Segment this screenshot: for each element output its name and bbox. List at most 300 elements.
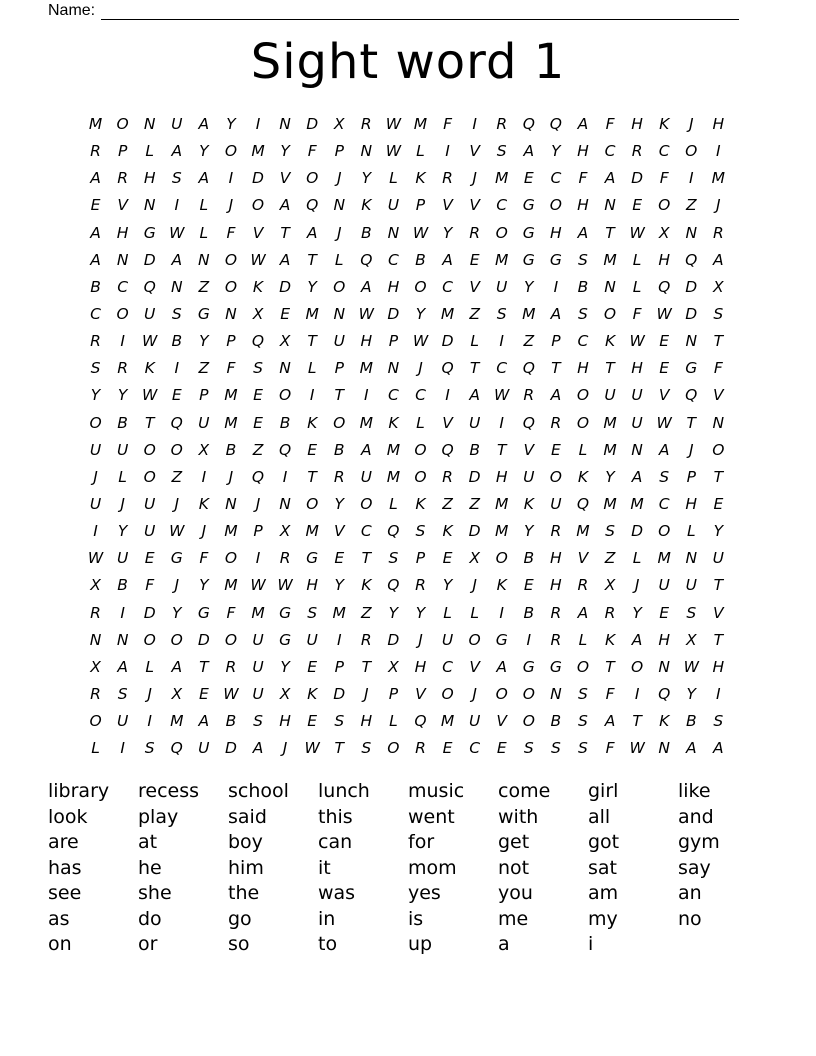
grid-letter: R: [442, 169, 453, 188]
grid-letter: L: [632, 277, 642, 296]
grid-letter: R: [550, 603, 562, 622]
grid-letter: Y: [199, 142, 209, 161]
grid-letter: K: [361, 196, 372, 215]
word-bank-item: play: [138, 805, 179, 828]
name-label: Name:: [48, 2, 96, 19]
grid-letter: G: [522, 196, 535, 215]
grid-letter: K: [415, 495, 426, 514]
grid-letter: I: [93, 522, 98, 541]
grid-letter: N: [198, 250, 210, 269]
grid-letter: H: [495, 467, 508, 486]
grid-letter: V: [415, 685, 426, 704]
grid-letter: O: [89, 413, 102, 432]
grid-letter: U: [631, 413, 643, 432]
grid-letter: V: [333, 522, 345, 541]
grid-letter: C: [550, 169, 562, 188]
word-bank-row: [48, 856, 768, 882]
grid-letter: D: [279, 277, 292, 296]
grid-letter: R: [442, 467, 453, 486]
grid-letter: C: [360, 522, 372, 541]
grid-letter: C: [469, 739, 481, 758]
grid-letter: O: [278, 386, 292, 405]
grid-letter: B: [171, 332, 183, 351]
grid-letter: T: [469, 359, 480, 378]
grid-row: [82, 491, 732, 518]
grid-letter: U: [550, 495, 562, 514]
grid-letter: B: [361, 223, 372, 242]
grid-letter: U: [468, 712, 481, 731]
grid-letter: E: [442, 739, 453, 758]
grid-letter: R: [631, 142, 643, 161]
grid-letter: O: [549, 467, 562, 486]
grid-letter: J: [716, 196, 721, 215]
grid-letter: H: [360, 332, 373, 351]
grid-letter: O: [333, 277, 346, 296]
grid-letter: S: [578, 739, 588, 758]
grid-letter: I: [445, 142, 450, 161]
grid-letter: T: [713, 467, 724, 486]
grid-letter: L: [686, 522, 696, 541]
grid-letter: L: [118, 467, 127, 486]
word-bank-item: girl: [588, 780, 619, 803]
grid-letter: Y: [280, 657, 290, 676]
grid-letter: O: [170, 630, 183, 649]
grid-letter: N: [658, 657, 670, 676]
word-bank-item: at: [138, 831, 158, 854]
grid-letter: A: [550, 305, 562, 324]
grid-letter: L: [389, 712, 398, 731]
grid-letter: J: [688, 440, 694, 459]
grid-letter: E: [307, 712, 318, 731]
grid-letter: U: [333, 332, 345, 351]
grid-letter: M: [305, 522, 319, 541]
grid-letter: N: [143, 196, 156, 215]
grid-letter: N: [170, 277, 183, 296]
word-bank-row: [48, 907, 768, 933]
word-bank-item: as: [48, 907, 70, 930]
grid-letter: D: [468, 522, 481, 541]
grid-letter: S: [117, 685, 128, 704]
word-bank-item: not: [498, 856, 530, 879]
grid-letter: T: [199, 657, 209, 676]
grid-letter: O: [631, 657, 644, 676]
grid-letter: M: [603, 413, 617, 432]
grid-letter: P: [415, 549, 426, 568]
grid-letter: D: [468, 467, 481, 486]
grid-letter: I: [716, 142, 721, 161]
grid-letter: Z: [523, 332, 535, 351]
grid-letter: O: [143, 467, 156, 486]
word-bank-item: or: [138, 933, 158, 956]
grid-letter: H: [550, 549, 562, 568]
grid-letter: R: [415, 739, 426, 758]
grid-letter: L: [578, 630, 588, 649]
grid-letter: Q: [387, 576, 400, 595]
grid-letter: C: [658, 142, 670, 161]
grid-letter: H: [414, 657, 427, 676]
grid-letter: U: [171, 115, 183, 134]
grid-letter: S: [523, 739, 534, 758]
grid-letter: W: [277, 576, 293, 595]
grid-row: [82, 735, 732, 762]
grid-letter: J: [472, 169, 477, 188]
grid-letter: O: [170, 440, 183, 459]
grid-row: [82, 138, 732, 165]
grid-letter: F: [578, 169, 588, 188]
grid-letter: M: [359, 359, 373, 378]
grid-letter: L: [443, 603, 452, 622]
grid-letter: Y: [415, 305, 426, 324]
grid-letter: V: [117, 196, 128, 215]
grid-letter: A: [198, 169, 210, 188]
grid-letter: B: [117, 413, 128, 432]
grid-letter: D: [252, 169, 264, 188]
grid-letter: W: [223, 685, 239, 704]
word-bank-item: go: [228, 907, 252, 930]
grid-letter: I: [364, 386, 369, 405]
grid-letter: Y: [605, 467, 615, 486]
grid-letter: S: [659, 467, 670, 486]
grid-letter: V: [577, 549, 589, 568]
grid-letter: Y: [388, 603, 399, 622]
grid-letter: M: [170, 712, 184, 731]
grid-letter: I: [472, 115, 477, 134]
grid-letter: F: [226, 603, 236, 622]
grid-letter: E: [198, 685, 209, 704]
grid-letter: X: [279, 332, 291, 351]
word-bank-item: do: [138, 907, 162, 930]
grid-letter: A: [90, 169, 101, 188]
grid-letter: X: [713, 277, 724, 296]
grid-row: [82, 192, 732, 219]
grid-letter: H: [279, 712, 291, 731]
grid-letter: K: [144, 359, 155, 378]
grid-letter: R: [604, 603, 616, 622]
grid-letter: N: [387, 359, 400, 378]
grid-letter: G: [306, 549, 319, 568]
grid-letter: P: [334, 359, 344, 378]
grid-letter: V: [442, 196, 453, 215]
word-bank-item: it: [318, 856, 331, 879]
grid-letter: A: [198, 115, 210, 134]
grid-letter: C: [442, 657, 453, 676]
grid-letter: W: [358, 305, 374, 324]
grid-letter: I: [174, 196, 180, 215]
grid-letter: T: [334, 739, 344, 758]
grid-letter: Y: [442, 223, 453, 242]
grid-letter: I: [147, 712, 152, 731]
grid-letter: M: [224, 413, 238, 432]
grid-letter: L: [307, 359, 317, 378]
word-bank-item: with: [498, 805, 539, 828]
name-field-line: [48, 0, 748, 20]
grid-letter: A: [604, 712, 616, 731]
name-blank-line: [101, 4, 739, 20]
grid-letter: Y: [280, 142, 290, 161]
grid-letter: A: [90, 250, 101, 269]
grid-letter: J: [336, 223, 342, 242]
grid-letter: T: [713, 332, 724, 351]
grid-letter: N: [225, 495, 237, 514]
grid-letter: A: [171, 142, 183, 161]
grid-letter: D: [224, 739, 237, 758]
grid-letter: N: [631, 440, 643, 459]
grid-letter: V: [442, 413, 453, 432]
grid-letter: S: [496, 142, 507, 161]
grid-letter: E: [496, 739, 507, 758]
grid-letter: O: [333, 413, 346, 432]
word-bank-row: [48, 932, 768, 958]
grid-row: [82, 355, 732, 382]
grid-letter: O: [712, 440, 725, 459]
grid-letter: Q: [251, 467, 265, 486]
grid-row: [82, 518, 732, 545]
grid-letter: X: [90, 576, 101, 595]
grid-letter: W: [494, 386, 510, 405]
grid-letter: M: [495, 522, 509, 541]
grid-letter: O: [251, 196, 265, 215]
grid-letter: B: [523, 603, 535, 622]
grid-letter: S: [361, 739, 372, 758]
word-bank-item: am: [588, 882, 619, 905]
grid-letter: N: [685, 223, 698, 242]
word-bank-item: went: [408, 805, 455, 828]
grid-letter: C: [442, 277, 453, 296]
grid-letter: I: [228, 169, 234, 188]
grid-letter: Z: [604, 549, 616, 568]
grid-letter: Y: [117, 386, 128, 405]
grid-letter: I: [255, 115, 261, 134]
grid-letter: T: [605, 223, 615, 242]
grid-letter: U: [144, 495, 156, 514]
grid-letter: H: [658, 630, 670, 649]
grid-letter: H: [631, 115, 643, 134]
grid-letter: D: [197, 630, 210, 649]
grid-letter: T: [144, 413, 155, 432]
grid-letter: O: [414, 440, 427, 459]
grid-letter: E: [307, 440, 318, 459]
grid-letter: B: [577, 277, 589, 296]
word-bank-item: can: [318, 831, 353, 854]
grid-letter: F: [605, 115, 615, 134]
grid-letter: M: [603, 495, 617, 514]
grid-letter: K: [659, 712, 670, 731]
grid-letter: E: [659, 603, 670, 622]
grid-letter: B: [225, 712, 237, 731]
grid-letter: I: [499, 413, 504, 432]
grid-letter: D: [333, 685, 346, 704]
grid-letter: U: [631, 386, 643, 405]
grid-letter: O: [549, 196, 562, 215]
grid-letter: N: [116, 630, 129, 649]
grid-letter: L: [416, 413, 425, 432]
grid-letter: N: [225, 305, 237, 324]
grid-letter: M: [603, 250, 617, 269]
grid-row: [82, 708, 732, 735]
grid-letter: H: [631, 359, 643, 378]
grid-letter: M: [657, 549, 671, 568]
grid-letter: M: [576, 522, 590, 541]
grid-letter: E: [144, 549, 155, 568]
grid-letter: Y: [442, 576, 453, 595]
grid-letter: S: [550, 739, 561, 758]
grid-letter: I: [174, 359, 180, 378]
grid-letter: O: [658, 522, 671, 541]
grid-letter: I: [120, 332, 125, 351]
grid-letter: Q: [658, 277, 671, 296]
grid-letter: N: [143, 115, 156, 134]
grid-letter: A: [442, 250, 453, 269]
grid-letter: Y: [199, 332, 209, 351]
grid-letter: W: [656, 305, 672, 324]
grid-letter: S: [605, 522, 615, 541]
grid-letter: R: [550, 630, 562, 649]
grid-letter: U: [604, 386, 616, 405]
grid-letter: A: [361, 277, 372, 296]
grid-letter: U: [89, 495, 102, 514]
grid-letter: B: [469, 440, 480, 459]
grid-letter: H: [577, 359, 589, 378]
grid-letter: N: [685, 549, 698, 568]
grid-letter: I: [553, 277, 559, 296]
grid-letter: A: [171, 250, 183, 269]
grid-letter: O: [414, 277, 427, 296]
grid-letter: T: [361, 549, 372, 568]
grid-letter: J: [120, 495, 125, 514]
grid-letter: Y: [172, 603, 182, 622]
grid-letter: G: [522, 223, 535, 242]
grid-letter: M: [440, 712, 455, 731]
grid-letter: F: [145, 576, 155, 595]
grid-letter: E: [442, 549, 453, 568]
grid-letter: S: [496, 305, 507, 324]
grid-letter: C: [496, 196, 508, 215]
grid-letter: O: [224, 630, 238, 649]
grid-letter: W: [629, 332, 645, 351]
grid-letter: P: [551, 332, 561, 351]
grid-letter: J: [93, 467, 98, 486]
grid-letter: Y: [713, 522, 724, 541]
grid-letter: A: [713, 739, 724, 758]
grid-letter: L: [632, 549, 642, 568]
grid-letter: I: [201, 467, 207, 486]
grid-letter: S: [578, 712, 588, 731]
grid-letter: Y: [524, 522, 534, 541]
grid-letter: F: [226, 359, 236, 378]
grid-letter: C: [496, 359, 508, 378]
word-bank-item: me: [498, 907, 529, 930]
grid-letter: Q: [251, 332, 265, 351]
word-bank-item: lunch: [318, 780, 370, 803]
grid-letter: A: [496, 657, 508, 676]
grid-letter: B: [415, 250, 426, 269]
grid-letter: E: [307, 657, 318, 676]
grid-letter: P: [226, 332, 236, 351]
grid-letter: W: [142, 332, 158, 351]
grid-row: [82, 410, 732, 437]
grid-letter: E: [469, 250, 480, 269]
word-bank-item: you: [498, 882, 533, 905]
grid-row: [82, 301, 732, 328]
grid-letter: S: [686, 603, 697, 622]
grid-letter: Q: [143, 277, 156, 296]
grid-row: [82, 111, 732, 138]
grid-letter: R: [90, 685, 101, 704]
grid-letter: P: [117, 142, 128, 161]
grid-letter: F: [307, 142, 317, 161]
grid-letter: U: [198, 413, 210, 432]
grid-letter: N: [387, 223, 400, 242]
grid-letter: P: [199, 386, 209, 405]
grid-letter: G: [549, 657, 562, 676]
grid-letter: W: [169, 522, 185, 541]
grid-letter: X: [658, 223, 670, 242]
grid-letter: X: [388, 657, 399, 676]
grid-letter: G: [279, 630, 292, 649]
grid-letter: A: [117, 657, 128, 676]
grid-letter: E: [523, 576, 534, 595]
grid-letter: N: [333, 196, 346, 215]
grid-letter: W: [250, 576, 266, 595]
grid-letter: I: [716, 685, 721, 704]
grid-letter: K: [361, 576, 372, 595]
grid-letter: T: [361, 657, 372, 676]
grid-letter: W: [87, 549, 104, 568]
grid-letter: S: [253, 712, 263, 731]
grid-letter: N: [685, 332, 698, 351]
grid-letter: E: [90, 196, 101, 215]
grid-letter: Y: [199, 576, 209, 595]
grid-letter: O: [143, 440, 156, 459]
grid-letter: D: [387, 630, 400, 649]
grid-letter: V: [279, 169, 291, 188]
grid-letter: U: [685, 576, 697, 595]
word-bank-row: [48, 805, 768, 831]
grid-letter: V: [523, 440, 535, 459]
grid-letter: Q: [360, 250, 373, 269]
grid-letter: K: [604, 630, 616, 649]
grid-letter: J: [364, 685, 369, 704]
grid-letter: X: [685, 630, 697, 649]
grid-letter: G: [197, 305, 210, 324]
grid-letter: K: [198, 495, 209, 514]
word-bank-item: all: [588, 805, 611, 828]
word-bank-item: a: [498, 933, 510, 956]
grid-letter: V: [469, 657, 480, 676]
grid-letter: U: [144, 305, 156, 324]
grid-letter: J: [174, 576, 180, 595]
grid-letter: U: [89, 440, 102, 459]
word-bank-item: mom: [408, 856, 457, 879]
grid-letter: V: [469, 277, 480, 296]
grid-row: [82, 654, 732, 681]
grid-letter: I: [120, 603, 125, 622]
grid-letter: Q: [685, 250, 698, 269]
grid-letter: Q: [170, 739, 183, 758]
word-bank-item: recess: [138, 780, 200, 803]
grid-letter: L: [199, 223, 209, 242]
grid-letter: N: [712, 413, 725, 432]
grid-letter: F: [199, 549, 209, 568]
grid-letter: S: [578, 250, 588, 269]
grid-letter: M: [251, 603, 265, 622]
word-bank-item: and: [678, 805, 714, 828]
grid-letter: O: [360, 495, 373, 514]
grid-letter: N: [604, 277, 616, 296]
grid-letter: B: [550, 712, 562, 731]
grid-letter: J: [336, 169, 342, 188]
grid-letter: O: [224, 549, 238, 568]
